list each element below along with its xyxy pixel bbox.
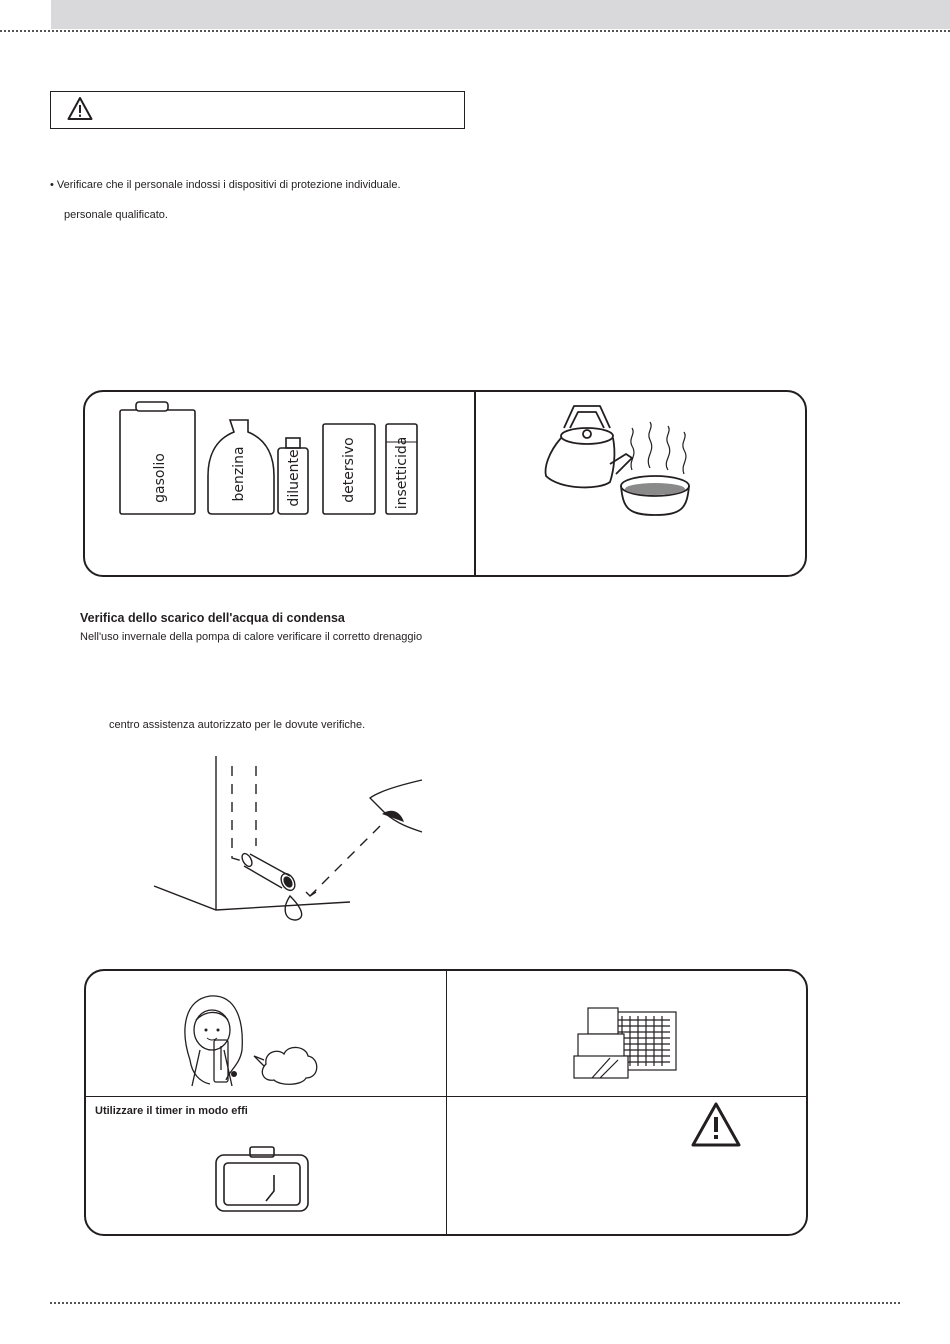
header-divider [0, 30, 950, 32]
service-center-text: centro assistenza autorizzato per le dovute verifiche. [109, 719, 366, 731]
warning-triangle-icon [67, 96, 93, 122]
tips-horizontal-divider [85, 1096, 807, 1097]
label-detersivo: detersivo [341, 437, 357, 503]
label-diluente: diluente [286, 449, 302, 507]
label-insetticida: insetticida [394, 436, 410, 510]
timer-tip-heading: Utilizzare il timer in modo effi [95, 1105, 248, 1117]
tips-vertical-divider [446, 970, 447, 1235]
kettle-steam-illustration [540, 398, 710, 523]
panel-divider [474, 391, 476, 576]
qualified-personnel-text: personale qualificato. [64, 209, 168, 221]
ppe-bullet: • Verificare che il personale indossi i dispositivi di protezione individuale. [50, 179, 401, 191]
outdoor-unit-illustration [570, 1004, 680, 1080]
timer-clock-icon [212, 1145, 312, 1215]
condensate-text: Nell'uso invernale della pompa di calore verificare il corretto drenaggio [80, 631, 423, 643]
condensate-heading: Verifica dello scarico dell'acqua di condensa [80, 611, 345, 625]
warning-box [50, 91, 465, 129]
label-benzina: benzina [231, 446, 247, 502]
condensate-drain-diagram [150, 752, 430, 924]
warning-triangle-icon [690, 1101, 742, 1149]
girl-thermometer-illustration [170, 990, 320, 1090]
label-gasolio: gasolio [152, 453, 168, 503]
header-bar [51, 0, 950, 29]
footer-divider [50, 1302, 900, 1304]
